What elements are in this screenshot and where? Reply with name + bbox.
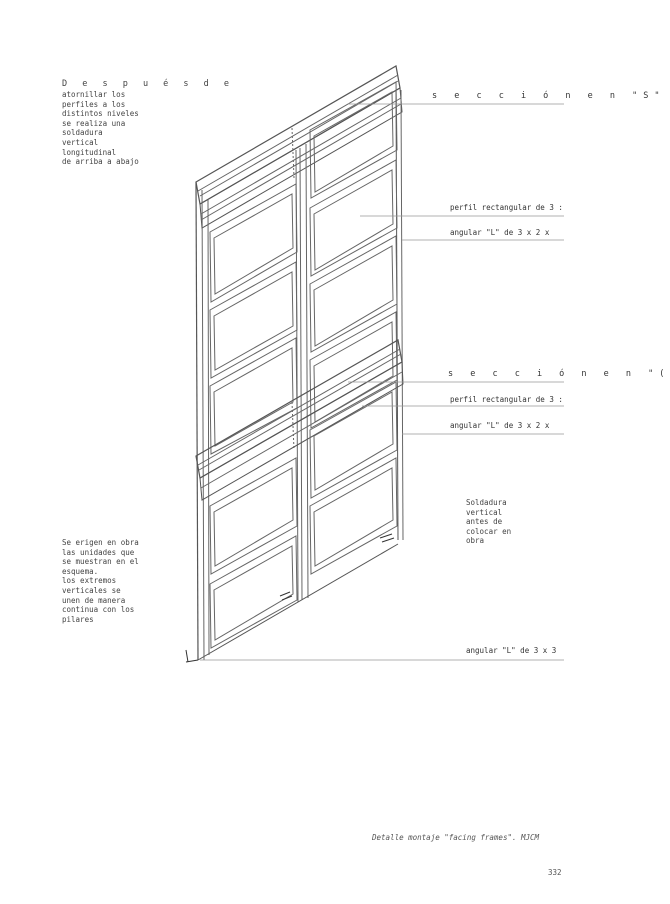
- top-beam: [196, 66, 402, 228]
- section-label-top: s e c c i ó n e n "S": [432, 91, 666, 101]
- angular-label-2: angular "L" de 3 x 2 x: [450, 421, 550, 430]
- angular-label-1: angular "L" de 3 x 2 x: [450, 228, 550, 237]
- lower-panels: [210, 382, 397, 648]
- note-bottom-left: Se erigen en obra las unidades que se muestran en el esquema. los extremos verticales se unen de manera continua con los pilares: [62, 538, 139, 624]
- upper-panels-left: [210, 184, 297, 454]
- middle-beam: [196, 340, 403, 500]
- perfil-label-2: perfil rectangular de 3 :: [450, 395, 563, 404]
- note-top-left-heading: D e s p u é s d e: [62, 79, 234, 89]
- note-top-left-body: atornillar los perfiles a los distintos niveles se realiza una soldadura vertical longitudinal de arriba a abajo: [62, 90, 139, 167]
- figure-caption: Detalle montaje "facing frames". MJCM: [372, 833, 540, 842]
- page-number: 332: [548, 868, 562, 877]
- angular-label-bottom: angular "L" de 3 x 3: [466, 646, 557, 655]
- section-label-mid: s e c c i ó n e n "(: [448, 369, 670, 379]
- perfil-label-1: perfil rectangular de 3 :: [450, 203, 563, 212]
- note-right-mid: Soldadura vertical antes de colocar en obra: [466, 498, 512, 546]
- leader-lines: [200, 104, 564, 660]
